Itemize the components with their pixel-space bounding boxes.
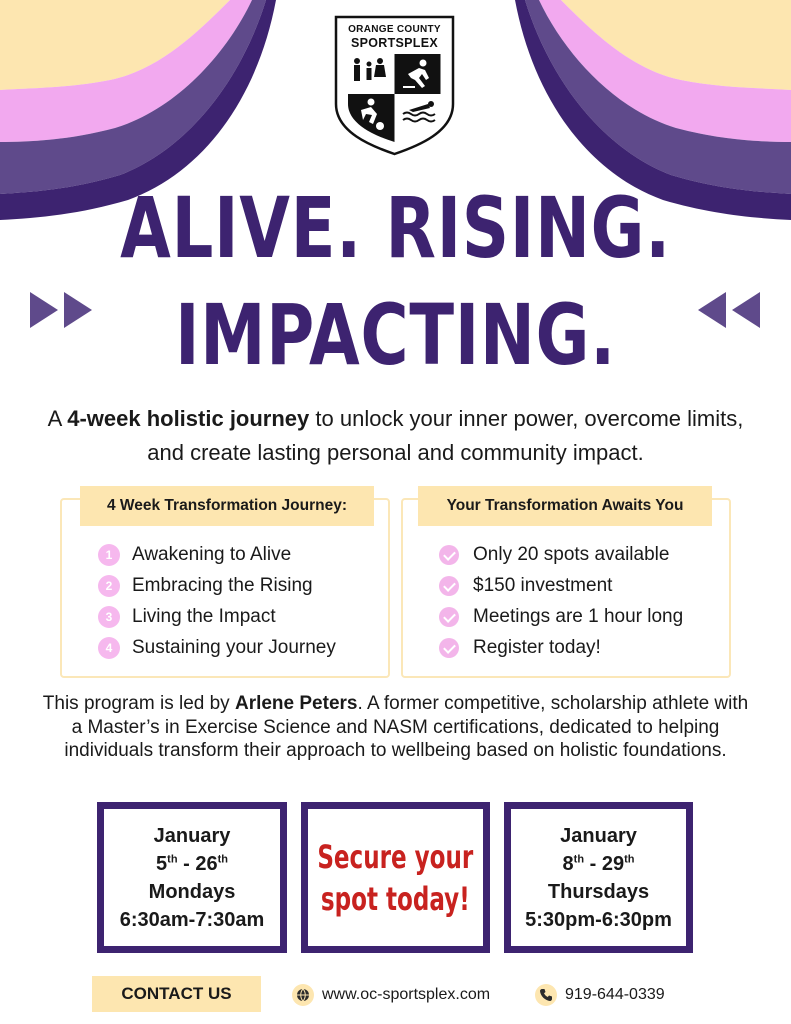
double-arrow-right-icon [28,290,98,330]
double-arrow-left-icon [692,290,762,330]
instructor-name: Arlene Peters [234,693,358,714]
intro-text [30,402,761,470]
check-icon [439,576,459,596]
start-day: 8 [562,852,574,875]
cta-box[interactable] [301,802,490,953]
awaits-card-title: Your Transformation Awaits You [418,486,712,526]
globe-icon [292,984,314,1006]
intro-bold: 4-week holistic journey [67,406,310,431]
list-item [439,635,683,666]
date-separator: - [584,852,602,875]
cta-line-2: spot today! [321,879,470,918]
session-month: January [560,824,637,847]
website-link[interactable] [292,983,490,1007]
session-box-monday [97,802,287,953]
awaits-list [439,542,683,666]
session-weekday: Mondays [148,880,236,903]
list-item [439,604,683,635]
session-weekday: Thursdays [547,880,650,903]
step-number-badge: 4 [98,637,120,659]
session-month: January [153,824,231,847]
contact-us-button[interactable]: CONTACT US [92,976,261,1012]
check-icon [439,545,459,565]
sportsplex-logo [333,14,456,156]
phone-link[interactable] [535,983,665,1007]
session-time: 6:30am-7:30am [119,908,265,931]
intro-rest: to unlock your inner power, overcome limits, and create lasting personal and community impact. [147,406,744,465]
instructor-bio [40,692,751,763]
end-suffix: th [624,852,635,865]
end-suffix: th [217,852,228,865]
check-icon [439,607,459,627]
start-suffix: th [167,852,178,865]
phone-text: 919-644-0339 [565,986,665,1003]
list-item-label: Sustaining your Journey [132,637,336,658]
end-day: 29 [601,852,625,875]
phone-icon [535,984,557,1006]
start-day: 5 [156,852,168,875]
bio-rest: . A former competitive, scholarship athlete with a Master’s in Exercise Science and NASM certifications, dedicated to helping individuals transform their approach to wellbeing based on holistic foundations. [64,693,749,761]
logo-line-1: ORANGE COUNTY [348,24,441,35]
date-separator: - [177,852,196,875]
list-item [98,573,336,604]
list-item [439,573,683,604]
list-item-label: $150 investment [473,575,613,596]
list-item-label: Embracing the Rising [132,575,313,596]
journey-card [60,498,390,678]
awaits-card [401,498,731,678]
logo-line-2: SPORTSPLEX [350,36,439,50]
session-box-thursday [504,802,693,953]
cta-line-1: Secure your [317,837,474,876]
check-icon [439,638,459,658]
bio-prefix: This program is led by [42,693,235,714]
website-text: www.oc-sportsplex.com [322,986,491,1003]
session-dates [156,850,228,878]
session-dates [563,850,635,878]
step-number-badge: 1 [98,544,120,566]
list-item-label: Awakening to Alive [132,544,292,565]
step-number-badge: 2 [98,575,120,597]
journey-list [98,542,336,666]
step-number-badge: 3 [98,606,120,628]
headline-line-2: IMPACTING. [175,286,616,384]
list-item-label: Living the Impact [132,606,276,627]
headline-line-1: ALIVE. RISING. [120,179,671,277]
list-item-label: Meetings are 1 hour long [473,606,684,627]
journey-card-title: 4 Week Transformation Journey: [80,486,374,526]
list-item [98,542,336,573]
list-item-label: Register today! [473,637,601,658]
end-day: 26 [195,852,218,875]
session-time: 5:30pm-6:30pm [525,908,672,931]
intro-prefix: A [47,406,68,431]
start-suffix: th [573,852,585,865]
list-item [98,635,336,666]
list-item-label: Only 20 spots available [473,544,670,565]
list-item [98,604,336,635]
list-item [439,542,683,573]
